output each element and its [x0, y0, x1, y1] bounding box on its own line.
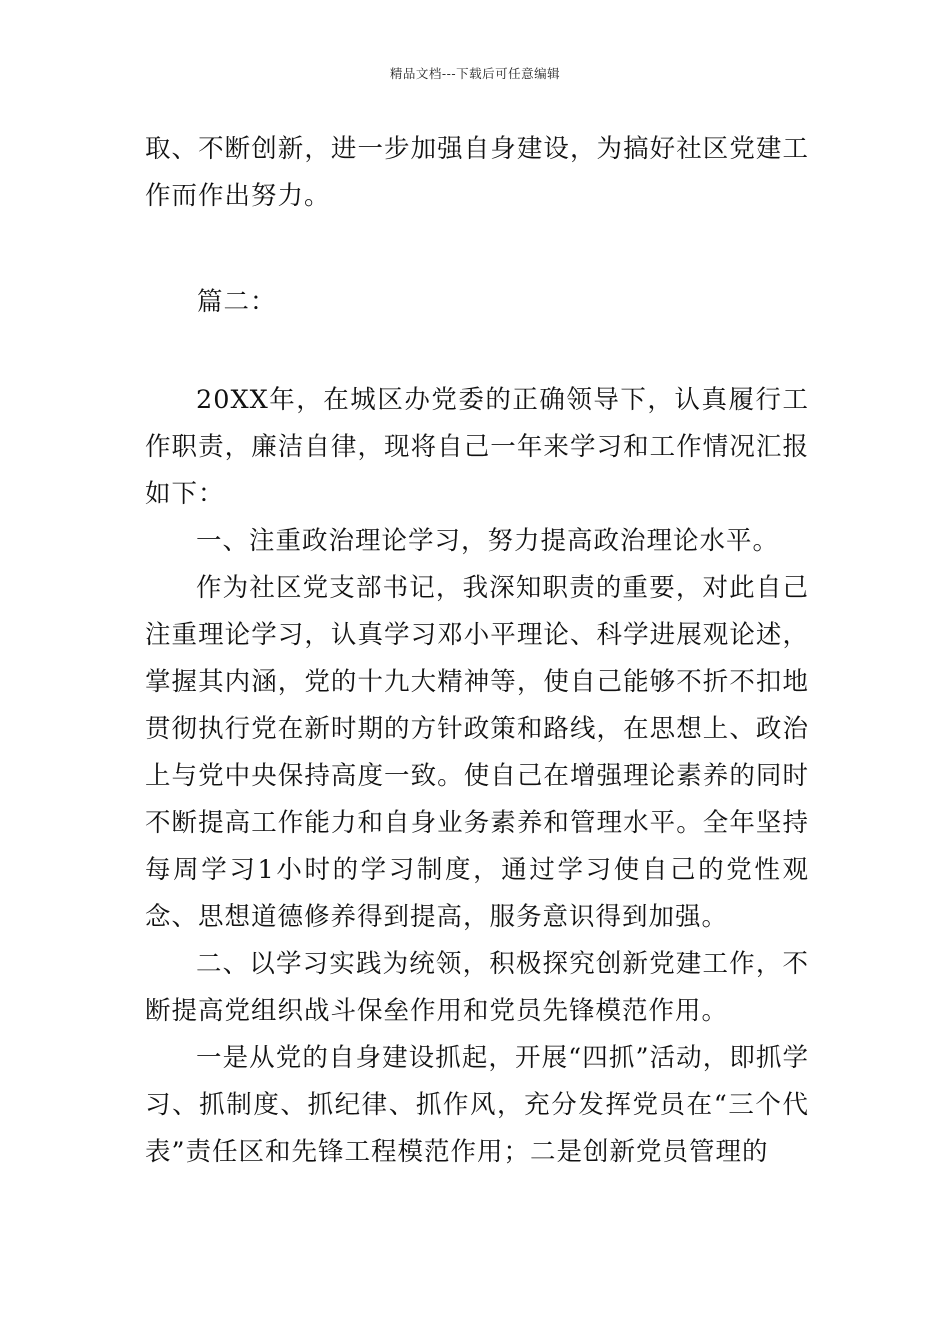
section-title: 篇二： — [197, 287, 277, 317]
paragraph-heading-one: 一、注重政治理论学习，努力提高政治理论水平。 — [196, 526, 780, 556]
paragraph-heading-two: 二、以学习实践为统领，积极探究创新党建工作，不断提高党组织战斗保垒作用和党员先锋模范作用。 — [145, 949, 809, 1026]
paragraph-theory-study: 作为社区党支部书记，我深知职责的重要，对此自己注重理论学习，认真学习邓小平理论、科学进展观论述，掌握其内涵，党的十九大精神等，使自己能够不折不扣地贯彻执行党在新时期的方针政策和路线，在思想上、政治上与党中央保持高度一致。使自己在增强理论素养的同时不断提高工作能力和自身业务素养和管理水平。全年坚持每周学习1小时的学习制度，通过学习使自己的党性观念、思想道德修养得到提高，服务意识得到加强。 — [145, 573, 809, 932]
page-header-watermark: 精品文档---下载后可任意编辑 — [389, 66, 561, 81]
paragraph-party-building: 一是从党的自身建设抓起，开展“四抓”活动，即抓学习、抓制度、抓纪律、抓作风，充分发挥党员在“三个代表”责任区和先锋工程模范作用；二是创新党员管理的 — [145, 1043, 809, 1167]
paragraph-intro: 20XX年，在城区办党委的正确领导下，认真履行工作职责，廉洁自律，现将自己一年来学习和工作情况汇报如下： — [145, 385, 809, 509]
document-body — [145, 377, 809, 1176]
continuation-paragraph: 取、不断创新，进一步加强自身建设，为搞好社区党建工作而作出努力。 — [145, 134, 809, 211]
